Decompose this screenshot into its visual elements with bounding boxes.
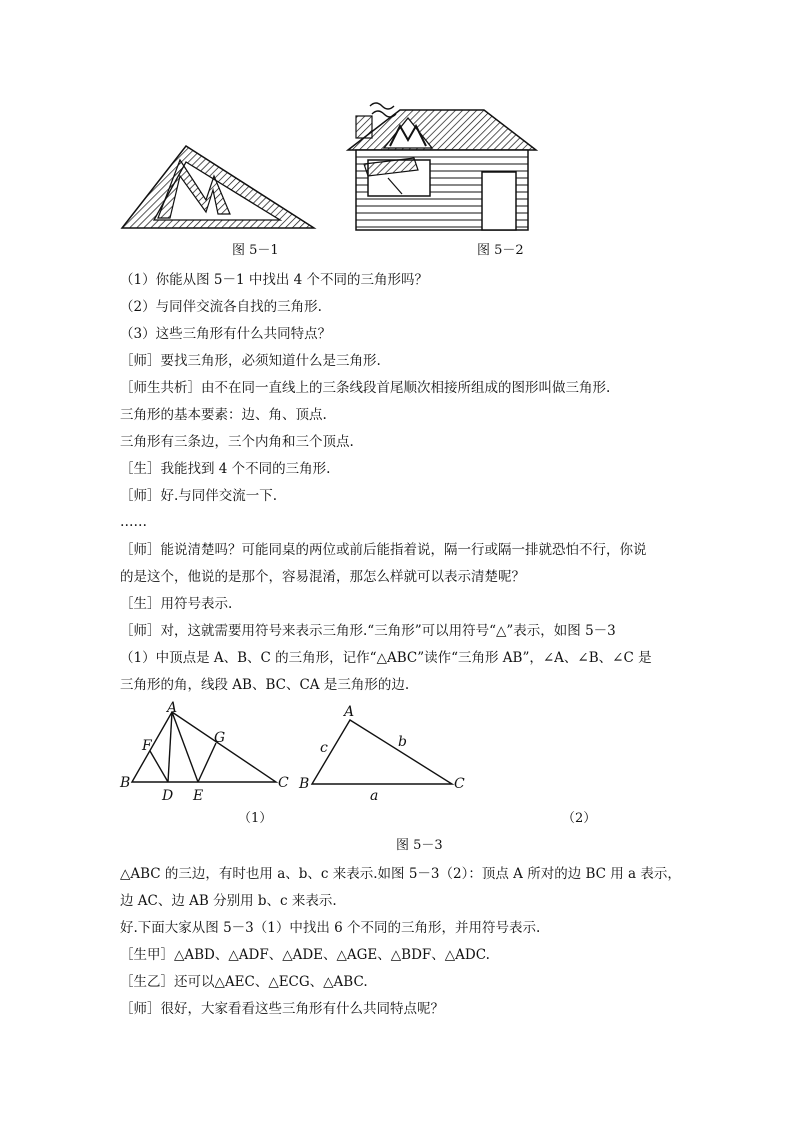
text-line: （2）与同伴交流各自找的三角形. (120, 299, 322, 315)
triangle-figure-2 (296, 700, 476, 806)
set-square-figure (118, 140, 318, 234)
label-A: A (344, 704, 355, 720)
text-line: ［师］好.与同伴交流一下. (120, 488, 278, 504)
label-D: D (162, 788, 174, 804)
text-line: ［生乙］还可以△AEC、△ECG、△ABC. (120, 974, 368, 990)
label-A: A (167, 700, 178, 716)
text-line: ［生］用符号表示. (120, 596, 233, 612)
figure-5-3-sub1-caption: （1） (238, 811, 273, 826)
text-line: …… (120, 514, 147, 530)
text-line: ［师］很好，大家看看这些三角形有什么共同特点呢？ (120, 1001, 444, 1017)
label-side-a: a (370, 788, 379, 804)
label-side-b: b (398, 734, 407, 750)
label-C: C (278, 775, 289, 791)
text-line: ［师生共析］由不在同一直线上的三条线段首尾顺次相接所组成的图形叫做三角形. (120, 380, 611, 396)
text-line: ［生甲］△ABD、△ADF、△ADE、△AGE、△BDF、△ADC. (120, 947, 490, 963)
figure-5-3-sub2-caption: （2） (562, 811, 597, 826)
text-line: 边 AC、边 AB 分别用 b、c 来表示. (120, 893, 337, 909)
text-line: 三角形的角，线段 AB、BC、CA 是三角形的边. (120, 677, 410, 693)
text-line: （3）这些三角形有什么共同特点？ (120, 326, 332, 342)
text-line: 三角形的基本要素：边、角、顶点. (120, 407, 327, 423)
label-F: F (142, 738, 152, 754)
text-line: ［师］对，这就需要用符号来表示三角形.“三角形”可以用符号“△”表示，如图 5－3 (120, 623, 616, 639)
text-line: 的是这个，他说的是那个，容易混淆，那怎么样就可以表示清楚呢？ (120, 569, 525, 585)
label-C: C (454, 776, 465, 792)
figure-5-3-caption: 图 5－3 (396, 838, 443, 853)
text-line: ［师］能说清楚吗？可能同桌的两位或前后能指着说，隔一行或隔一排就恐怕不行，你说 (120, 542, 647, 558)
figure-5-1-caption: 图 5－1 (232, 243, 279, 258)
text-line: △ABC 的三边，有时也用 a、b、c 来表示.如图 5－3（2）：顶点 A 所对的边 BC 用 a 表示， (120, 866, 681, 882)
label-side-c: c (320, 740, 328, 756)
label-B: B (299, 776, 310, 792)
text-line: 好.下面大家从图 5－3（1）中找出 6 个不同的三角形，并用符号表示. (120, 920, 541, 936)
figure-5-2-caption: 图 5－2 (477, 243, 524, 258)
text-line: ［师］要找三角形，必须知道什么是三角形. (120, 353, 381, 369)
text-line: ［生］我能找到 4 个不同的三角形. (120, 461, 331, 477)
label-B: B (120, 775, 131, 791)
text-line: （1）中顶点是 A、B、C 的三角形，记作“△ABC”读作“三角形 AB”，∠A、∠B、∠C 是 (120, 650, 652, 666)
text-line: （1）你能从图 5－1 中找出 4 个不同的三角形吗？ (120, 272, 429, 288)
text-line: 三角形有三条边，三个内角和三个顶点. (120, 434, 354, 450)
label-E: E (193, 788, 204, 804)
house-figure (344, 94, 542, 234)
triangle-figure-1 (118, 700, 298, 806)
label-G: G (214, 730, 226, 746)
